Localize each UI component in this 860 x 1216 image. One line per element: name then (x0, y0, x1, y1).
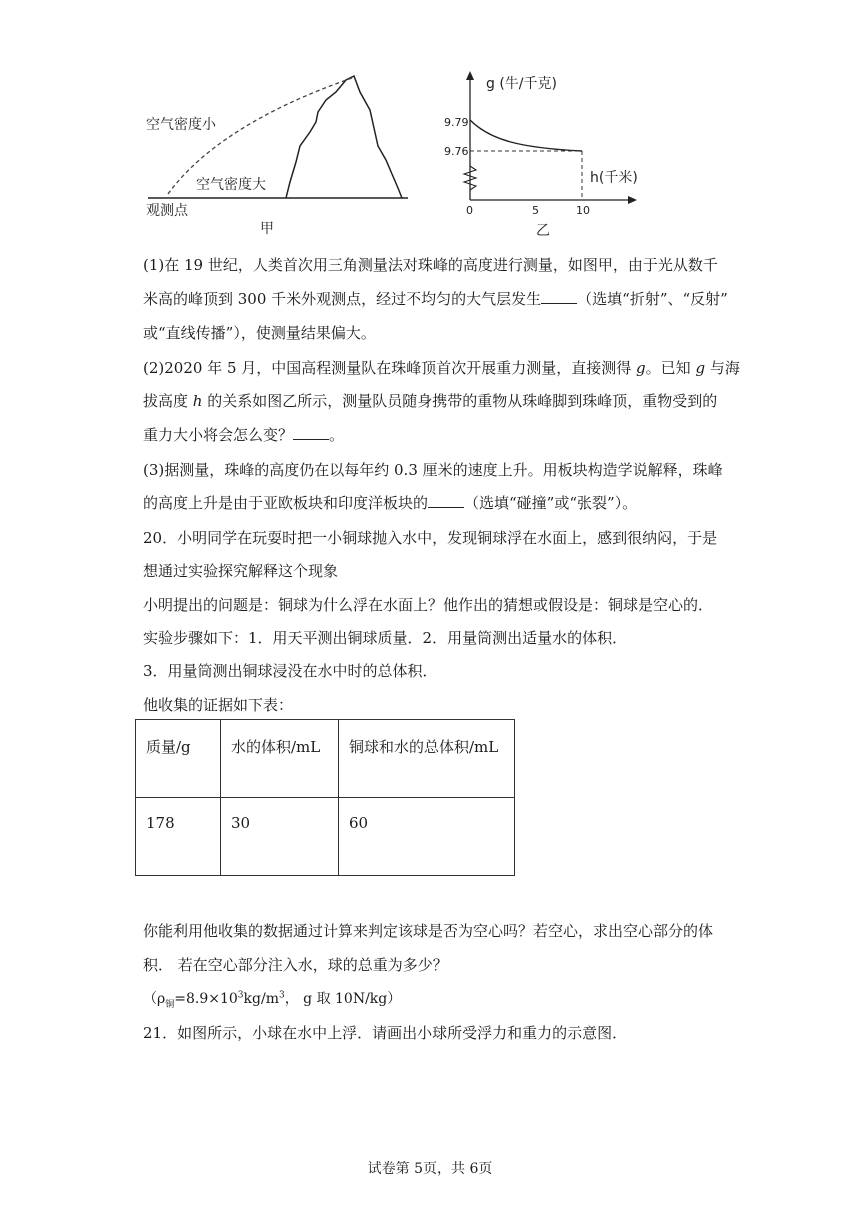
q20-line5: 3．用量筒测出铜球浸没在水中时的总体积． (143, 662, 438, 680)
header-total-volume: 铜球和水的总体积/mL (339, 720, 515, 798)
tick-976: 9.76 (444, 145, 469, 158)
tick-5: 5 (532, 204, 539, 217)
x-axis-arrow (628, 196, 637, 204)
table-row (136, 798, 515, 876)
tick-979: 9.79 (444, 116, 469, 129)
q20-question-line2: 积． 若在空心部分注入水，球的总重为多少？ (143, 956, 448, 974)
answer-blank[interactable] (293, 427, 329, 440)
figure-yi-graph (440, 68, 660, 238)
y-axis-label: g (牛/千克) (486, 76, 557, 92)
cell-water-volume: 30 (221, 798, 339, 876)
q19-2-line1: (2)2020 年 5 月，中国高程测量队在珠峰顶首次开展重力测量，直接测得 g。已知 g 与海 (143, 359, 740, 377)
evidence-table (135, 719, 515, 876)
figure-jia-mountain (140, 70, 440, 240)
table-header-row (136, 720, 515, 798)
q19-1-line1: (1)在 19 世纪，人类首次用三角测量法对珠峰的高度进行测量，如图甲，由于光从数千 (143, 256, 718, 274)
caption-yi: 乙 (536, 223, 550, 238)
q21-line1: 21．如图所示，小球在水中上浮．请画出小球所受浮力和重力的示意图． (143, 1024, 628, 1042)
mountain-outline (286, 76, 402, 198)
q20-line3: 小明提出的问题是：铜球为什么浮在水面上？他作出的猜想或假设是：铜球是空心的． (143, 596, 714, 614)
tick-10: 10 (576, 204, 590, 217)
label-observation-point: 观测点 (146, 203, 188, 219)
q20-line4: 实验步骤如下：1．用天平测出铜球质量．2．用量筒测出适量水的体积． (143, 629, 628, 647)
q19-3-line2: 的高度上升是由于亚欧板块和印度洋板块的 （选填“碰撞”或“张裂”）。 (143, 494, 638, 512)
answer-blank[interactable] (541, 291, 577, 304)
q20-given: （$\rho_铜=8.9\times 10^3kg/m^3$， g 取 10N/kg） (143, 990, 402, 1010)
q19-2-line3: 重力大小将会怎么变？ 。 (143, 426, 345, 444)
answer-blank[interactable] (428, 495, 464, 508)
q19-3-line1: (3)据测量，珠峰的高度仍在以每年约 0.3 厘米的速度上升。用板块构造学说解释，珠峰 (143, 461, 723, 479)
q20-line1: 20．小明同学在玩耍时把一小铜球抛入水中，发现铜球浮在水面上，感到很纳闷，于是 (143, 529, 718, 547)
cell-mass: 178 (136, 798, 221, 876)
q20-line6: 他收集的证据如下表： (143, 696, 294, 714)
x-axis-label: h(千米) (590, 170, 638, 186)
caption-jia: 甲 (260, 221, 274, 237)
label-high-density: 空气密度大 (196, 177, 266, 193)
header-water-volume: 水的体积/mL (221, 720, 339, 798)
g-curve (470, 120, 582, 151)
header-mass: 质量/g (136, 720, 221, 798)
page-footer: 试卷第 5页，共 6页 (367, 1161, 493, 1177)
q19-2-line2: 拔高度 h 的关系如图乙所示，测量队员随身携带的重物从珠峰脚到珠峰顶，重物受到的 (143, 392, 718, 410)
q20-line2: 想通过实验探究解释这个现象 (143, 562, 339, 580)
q19-1-line2: 米高的峰顶到 300 千米外观测点，经过不均匀的大气层发生 （选填“折射”、“反射” (143, 290, 728, 308)
q19-1-line3: 或“直线传播”），使测量结果偏大。 (143, 324, 376, 342)
cell-total-volume: 60 (339, 798, 515, 876)
q20-question-line1: 你能利用他收集的数据通过计算来判定该球是否为空心吗？若空心，求出空心部分的体 (143, 922, 714, 940)
label-low-density: 空气密度小 (146, 117, 216, 133)
y-axis-arrow (466, 71, 474, 80)
tick-0: 0 (466, 204, 473, 217)
